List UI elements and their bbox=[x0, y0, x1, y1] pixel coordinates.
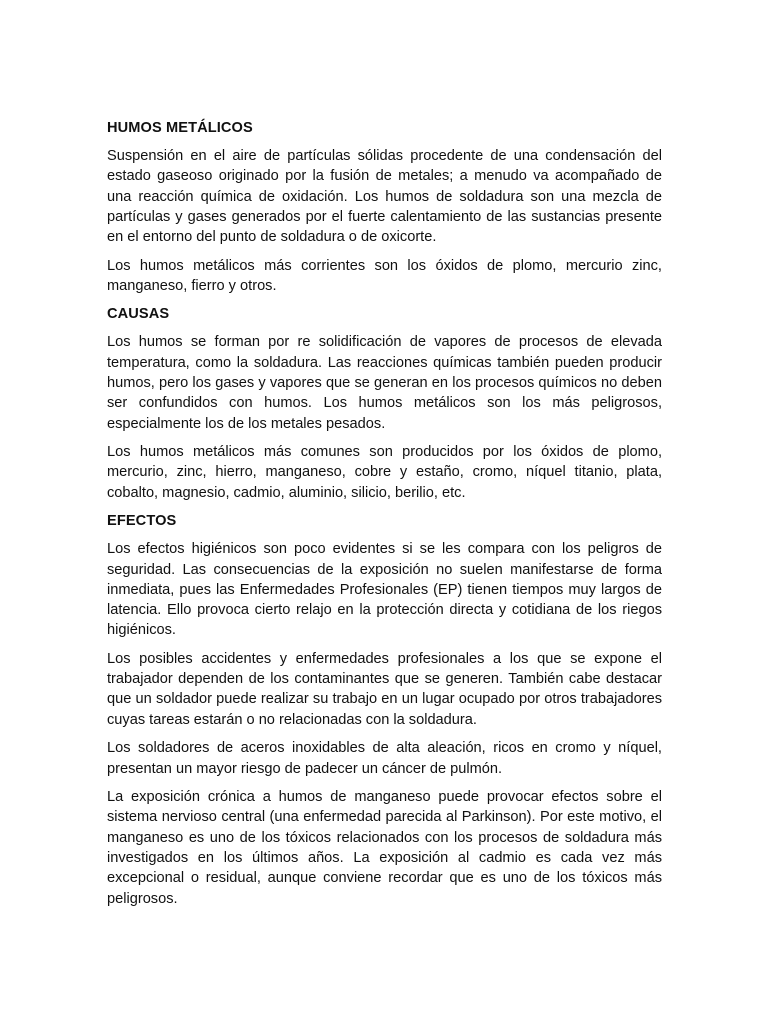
paragraph: Los soldadores de aceros inoxidables de alta aleación, ricos en cromo y níquel, presentan un mayor riesgo de padecer un cáncer de pulmón. bbox=[107, 740, 662, 777]
paragraph: Los efectos higiénicos son poco evidentes si se les compara con los peligros de seguridad. Las consecuencias de la exposición no suelen manifestarse de forma inmediata, pues las Enfermedades Profesionales (EP) tienen tiempos muy largos de latencia. Ello provoca cierto relajo en la protección directa y cotidiana de los riegos higiénicos. bbox=[107, 541, 662, 639]
section-heading: HUMOS METÁLICOS bbox=[107, 120, 253, 136]
section-heading: CAUSAS bbox=[107, 306, 170, 323]
section-humos-metalicos bbox=[107, 118, 662, 296]
section-efectos bbox=[107, 511, 662, 909]
paragraph: La exposición crónica a humos de manganeso puede provocar efectos sobre el sistema nervioso central (una enfermedad parecida al Parkinson). Por este motivo, el manganeso es uno de los tóxicos relacionados con los procesos de soldadura más investigados en los últimos años. La exposición al cadmio es cada vez más excepcional o residual, aunque conviene recordar que es uno de los tóxicos más peligrosos. bbox=[107, 789, 662, 907]
paragraph: Los humos metálicos más corrientes son los óxidos de plomo, mercurio zinc, manganeso, fierro y otros. bbox=[107, 257, 662, 294]
section-causas bbox=[107, 304, 662, 503]
section-heading: EFECTOS bbox=[107, 513, 177, 530]
paragraph: Los humos metálicos más comunes son producidos por los óxidos de plomo, mercurio, zinc, hierro, manganeso, cobre y estaño, cromo, níquel titanio, plata, cobalto, magnesio, cadmio, aluminio, silicio, berilio, etc. bbox=[107, 444, 662, 501]
paragraph: Los posibles accidentes y enfermedades profesionales a los que se expone el trabajador dependen de los contaminantes que se generen. También cabe destacar que un soldador puede realizar su trabajo en un lugar ocupado por otros trabajadores cuyas tareas estarán o no relacionadas con la soldadura. bbox=[107, 650, 662, 728]
paragraph: Suspensión en el aire de partículas sólidas procedente de una condensación del estado gaseoso originado por la fusión de metales; a menudo va acompañado de una reacción química de oxidación. Los humos de soldadura son una mezcla de partículas y gases generados por el fuerte calentamiento de las sustancias presente en el entorno del punto de soldadura o de oxicorte. bbox=[107, 148, 662, 246]
paragraph: Los humos se forman por re solidificación de vapores de procesos de elevada temperatura, como la soldadura. Las reacciones químicas también pueden producir humos, pero los gases y vapores que se generan en los procesos químicos no deben ser confundidos con humos. Los humos metálicos son los más peligrosos, especialmente los de los metales pesados. bbox=[107, 334, 662, 432]
